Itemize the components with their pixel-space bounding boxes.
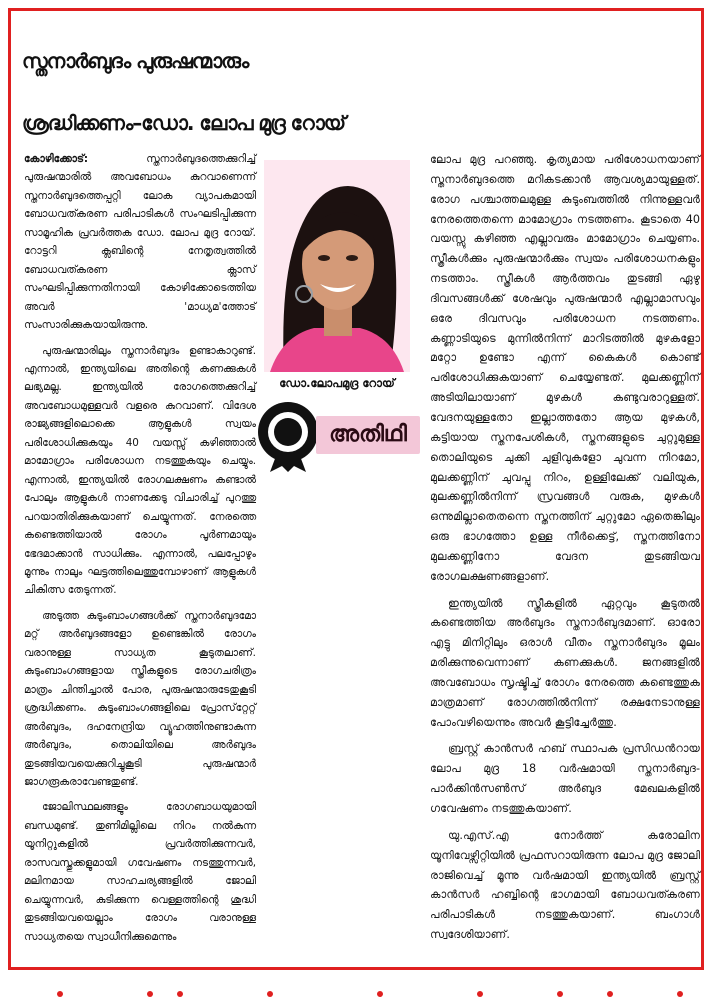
article-paragraph: ലോപ മുദ്ര പറഞ്ഞു. കൃത്യമായ പരിശോധനയാണ് സ്തനാർബുദത്തെ മറികടക്കാൻ ആവശ്യമായുള്ളത്. രോഗ പശ്ചാത്തലമുള്ള കുടുംബത്തിൽ നിന്നുള്ളവർ നേരത്തെതന്നെ മാമോഗ്രാം നടത്തണം. കൂടാതെ 40 വയസ്സു കഴിഞ്ഞ എല്ലാവരും മാമോഗ്രാം ചെയ്യണം. സ്ത്രീകൾക്കും പുരുഷന്മാർക്കും സ്വയം പരിശോധനകളും നടത്താം. സ്ത്രീകൾ ആർത്തവം തുടങ്ങി ഏഴു ദിവസങ്ങൾക്ക് ശേഷവും പുരുഷന്മാർ എല്ലാമാസവും ഒരേ ദിവസവും പരിശോധന നടത്തണം. കണ്ണാടിയുടെ മുന്നിൽനിന്ന് മാറിടത്തിൽ മുഴകളോ മറ്റോ ഉണ്ടോ എന്ന് കൈകൾ കൊണ്ട് പരിശോധിക്കുകയാണ് ചെയ്യേണ്ടത്. മുലക്കണ്ണിന് അടിയിലായാണ് മുഴകൾ കണ്ടുവരാറുള്ളത്. വേദനയുള്ളതോ ഇല്ലാത്തതോ ആയ മുഴകൾ, കട്ടിയായ സ്തനപേശികൾ, സ്തനങ്ങളുടെ ചുറ്റുമുള്ള തൊലിയുടെ ചുക്കി ചുളിവുകളോ ചുവന്ന നിറമോ, മുലക്കണ്ണിന് ചുവപ്പു നിറം, ഉള്ളിലേക്ക് വലിയുക, മുലക്കണ്ണിൽനിന്ന് സ്രവങ്ങൾ വരുക, മുഴകൾ ഒന്നുമില്ലാതെതന്നെ സ്തനത്തിന് ചുറ്റുമോ ഏതെങ്കിലും ഒരു ഭാഗത്തോ ഉള്ള നീർക്കെട്ട്, സ്തനത്തിനോ മുലക്കണ്ണിനോ വേദന തുടങ്ങിയവ രോഗലക്ഷണങ്ങളാണ്. (430, 153, 700, 583)
article-right-column (430, 150, 700, 952)
footer-decoration (0, 980, 720, 1003)
article-paragraph: പുരുഷന്മാരിലും സ്തനാർബുദം ഉണ്ടാകാറുണ്ട്. എന്നാൽ, ഇന്ത്യയിലെ അതിന്റെ കണക്കുകൾ ലഭ്യമല്ല. ഇന്ത്യയിൽ രോഗത്തെക്കുറിച്ച് അവബോധമുള്ളവർ വളരെ കുറവാണ്. വിദേശ രാജ്യങ്ങളിലൊക്കെ ആളുകൾ സ്വയം പരിശോധിക്കുകയും 40 വയസ്സ് കഴിഞ്ഞാൽ മാമോഗ്രാം പരിശോധന നടത്തുകയും ചെയ്യും. എന്നാൽ, ഇന്ത്യയിൽ രോഗലക്ഷണം കണ്ടാൽ പോലും ആളുകൾ നാണക്കേടു വിചാരിച്ച് പുറത്തു പറയാതിരിക്കുകയാണ് ചെയ്യുന്നത്. നേരത്തെ കണ്ടെത്തിയാൽ രോഗം പൂർണമായും ഭേദമാക്കാൻ സാധിക്കും. എന്നാൽ, പലപ്പോഴും മൂന്നും നാലും ഘട്ടത്തിലെത്തുമ്പോഴാണ് ആളുകൾ ചികിത്സ തേടുന്നത്. (24, 344, 256, 597)
paragraph-text: സ്തനാർബുദത്തെക്കുറിച്ച് പുരുഷന്മാരിൽ അവബോധം കുറവാണെന്ന് സ്തനാർബുദത്തെപ്പറ്റി ലോക വ്യാപകമായി ബോധവത്കരണ പരിപാടികൾ സംഘടിപ്പിക്കുന്ന സാമൂഹിക പ്രവർത്തക ഡോ. ലോപ മുദ്ര റോയ്. റോട്ടറി ക്ലബിന്റെ നേതൃത്വത്തിൽ ബോധവത്കരണ ക്ലാസ് സംഘടിപ്പിക്കുന്നതിനായി കോഴിക്കോടെത്തിയ അവർ 'മാധ്യമ'ത്തോട് സംസാരിക്കുകയായിരുന്നു. (24, 153, 256, 332)
article-paragraph: ഇന്ത്യയിൽ സ്ത്രീകളിൽ ഏറ്റവും കൂടുതൽ കണ്ടെത്തിയ അർബുദം സ്തനാർബുദമാണ്. ഓരോ എട്ടു മിനിറ്റിലും ഒരാൾ വീതം സ്തനാർബുദം മൂലം മരിക്കുന്നുവെന്നാണ് കണക്കുകൾ. ജനങ്ങളിൽ അവബോധം സൃഷ്ടിച്ച് രോഗം നേരത്തെ കണ്ടെത്തുക മാത്രമാണ് രോഗത്തിൽനിന്ന് രക്ഷനേടാനുള്ള പോംവഴിയെന്നും അവർ കൂട്ടിച്ചേർത്തു. (430, 596, 700, 729)
article-paragraph: ജോലിസ്ഥലങ്ങളും രോഗബാധയുമായി ബന്ധമുണ്ട്. തുണിമില്ലിലെ നിറം നൽകുന്ന യൂനിറ്റുകളിൽ പ്രവർത്തിക്കുന്നവർ, രാസവസ്തുക്കളുമായി ഗവേഷണം നടത്തുന്നവർ, മലിനമായ സാഹചര്യങ്ങളിൽ ജോലി ചെയ്യുന്നവർ, കുടിക്കുന്ന വെള്ളത്തിന്റെ ശുദ്ധി തുടങ്ങിയവയെല്ലാം രോഗം വരാനുള്ള സാധ്യതയെ സ്വാധീനിക്കുമെന്നും (24, 801, 256, 943)
photo-caption: ഡോ.ലോപമുദ്ര റോയ് (279, 376, 395, 390)
article-left-column (24, 150, 256, 953)
article-paragraph: ബ്രസ്റ്റ് കാൻസർ ഹബ് സ്ഥാപക പ്രസിഡൻറായ ലോപ മുദ്ര 18 വർഷമായി സ്തനാർബുദ-പാർക്കിൻസൺസ് അർബുദ മേഖലകളിൽ ഗവേഷണം നടത്തുകയാണ്. (430, 742, 700, 815)
headline-line-2: ശ്രദ്ധിക്കണം–ഡോ. ലോപ മുദ്ര റോയ് (22, 111, 345, 135)
headline-line-1: സ്തനാർബുദം പുരുഷന്മാരും (22, 49, 249, 73)
guest-label: അതിഥി (316, 416, 420, 454)
portrait-illustration (264, 160, 410, 372)
article-paragraph (24, 150, 256, 335)
dateline: കോഴിക്കോട്: (24, 153, 89, 165)
portrait-photo (264, 160, 410, 372)
article-paragraph: യു.എസ്.എ നോർത്ത് കരോലിന യൂനിവേഴ്സിറ്റിയിൽ പ്രഫസറായിരുന്ന ലോപ മുദ്ര ജോലി രാജിവെച്ച് മൂന്നു വർഷമായി ഇന്ത്യയിൽ ബ്രസ്റ്റ് കാൻസർ ഹബ്ബിന്റെ ഭാഗമായി ബോധവത്കരണ പരിപാടികൾ നടത്തുകയാണ്. ബംഗാൾ സ്വദേശിയാണ്. (430, 828, 700, 942)
article-paragraph: അടുത്ത കുടുംബാംഗങ്ങൾക്ക് സ്തനാർബുദമോ മറ്റ് അർബുദങ്ങളോ ഉണ്ടെങ്കിൽ രോഗം വരാനുള്ള സാധ്യത കൂടുതലാണ്. കുടുംബാംഗങ്ങളായ സ്ത്രീകളുടെ രോഗചരിത്രം മാത്രം ചിന്തിച്ചാൽ പോര, പുരുഷന്മാരുടേതുകൂടി ശ്രദ്ധിക്കണം. കുടുംബാംഗങ്ങളിലെ പ്രോസ്‌റ്റേറ്റ് അർബുദം, ദഹനേന്ദ്രിയ വ്യൂഹത്തിനുണ്ടാകുന്ന അർബുദം, തൊലിയിലെ അർബുദം തുടങ്ങിയവയെക്കുറിച്ചുകൂടി പുരുഷന്മാർ ജാഗരൂകരാവേണ്ടതുണ്ട്. (24, 609, 256, 788)
